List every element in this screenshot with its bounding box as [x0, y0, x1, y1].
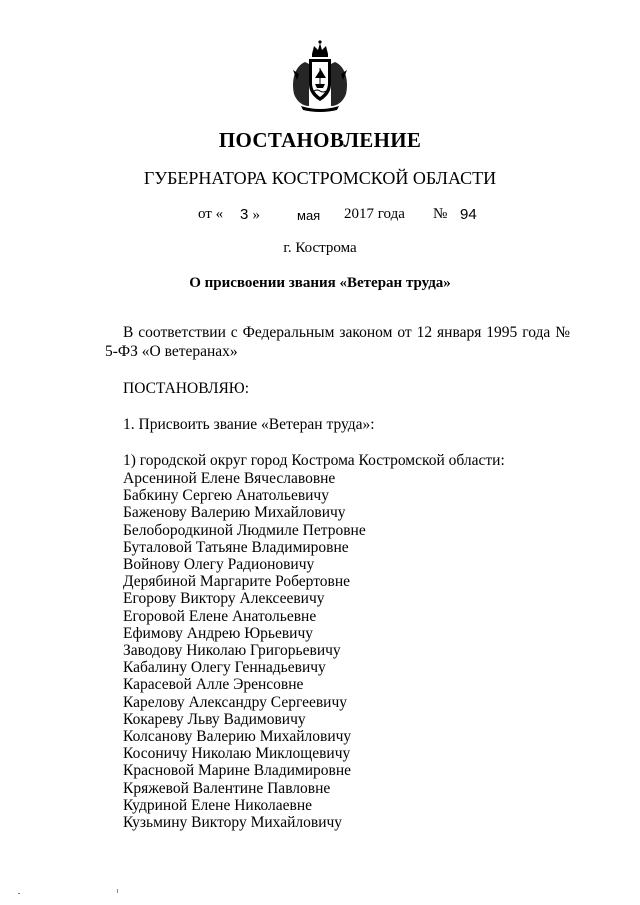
list-item: Ефимову Андрею Юрьевичу — [123, 624, 314, 642]
list-item: Кокареву Льву Вадимовичу — [123, 710, 306, 728]
list-item: Белобородкиной Людмиле Петровне — [123, 521, 366, 539]
preamble-paragraph: В соответствии с Федеральным законом от 12 января 1995 года № 5-ФЗ «О ветеранах» — [105, 324, 570, 360]
resolve-heading: ПОСТАНОВЛЯЮ: — [123, 380, 250, 397]
document-title: ПОСТАНОВЛЕНИЕ — [218, 128, 422, 152]
issuer-name: ГУБЕРНАТОРА КОСТРОМСКОЙ ОБЛАСТИ — [143, 168, 497, 188]
list-item: Егорову Виктору Алексеевичу — [123, 590, 325, 608]
date-day — [240, 206, 260, 224]
list-item: Кряжевой Валентине Павловне — [123, 779, 331, 797]
document-number: 94 — [460, 206, 477, 223]
document-subject: О присвоении звания «Ветеран труда» — [189, 275, 451, 291]
list-item: Косоничу Николаю Миклощевичу — [123, 745, 351, 763]
list-item: Буталовой Татьяне Владимировне — [123, 538, 349, 556]
list-item: Кудриной Елене Николаевне — [123, 796, 312, 814]
scan-artifact — [117, 889, 118, 893]
list-item: Колсанову Валерию Михайловичу — [123, 728, 352, 746]
date-month: мая — [297, 208, 321, 223]
list-item: Баженову Валерию Михайловичу — [123, 504, 346, 522]
coat-of-arms-icon — [285, 40, 355, 112]
list-item: Войнову Олегу Радионовичу — [123, 556, 315, 574]
document-number-label: № — [433, 206, 448, 222]
list-item: Кабалину Олегу Геннадьевичу — [123, 659, 326, 677]
names-list — [123, 470, 366, 831]
scan-artifact — [18, 893, 20, 894]
point-1: 1. Присвоить звание «Ветеран труда»: — [123, 416, 375, 433]
date-line — [0, 206, 640, 228]
sub-point-1-heading: 1) городской округ город Кострома Костромской области: — [123, 452, 505, 469]
list-item: Карелову Александру Сергеевичу — [123, 693, 348, 711]
list-item: Карасевой Алле Эренсовне — [123, 676, 304, 694]
date-from-label: от « — [198, 206, 224, 222]
list-item: Заводову Николаю Григорьевичу — [123, 642, 341, 660]
date-day-close: » — [252, 207, 261, 223]
list-item: Егоровой Елене Анатольевне — [123, 607, 317, 625]
list-item: Кузьмину Виктору Михайловичу — [123, 814, 343, 832]
date-day-value: 3 — [240, 206, 249, 223]
list-item: Бабкину Сергею Анатольевичу — [123, 487, 329, 505]
city: г. Кострома — [283, 240, 357, 256]
date-year: 2017 года — [344, 206, 405, 222]
list-item: Красновой Марине Владимировне — [123, 762, 352, 780]
list-item: Дерябиной Маргарите Робертовне — [123, 573, 351, 591]
list-item: Арсениной Елене Вячеславовне — [123, 470, 336, 487]
